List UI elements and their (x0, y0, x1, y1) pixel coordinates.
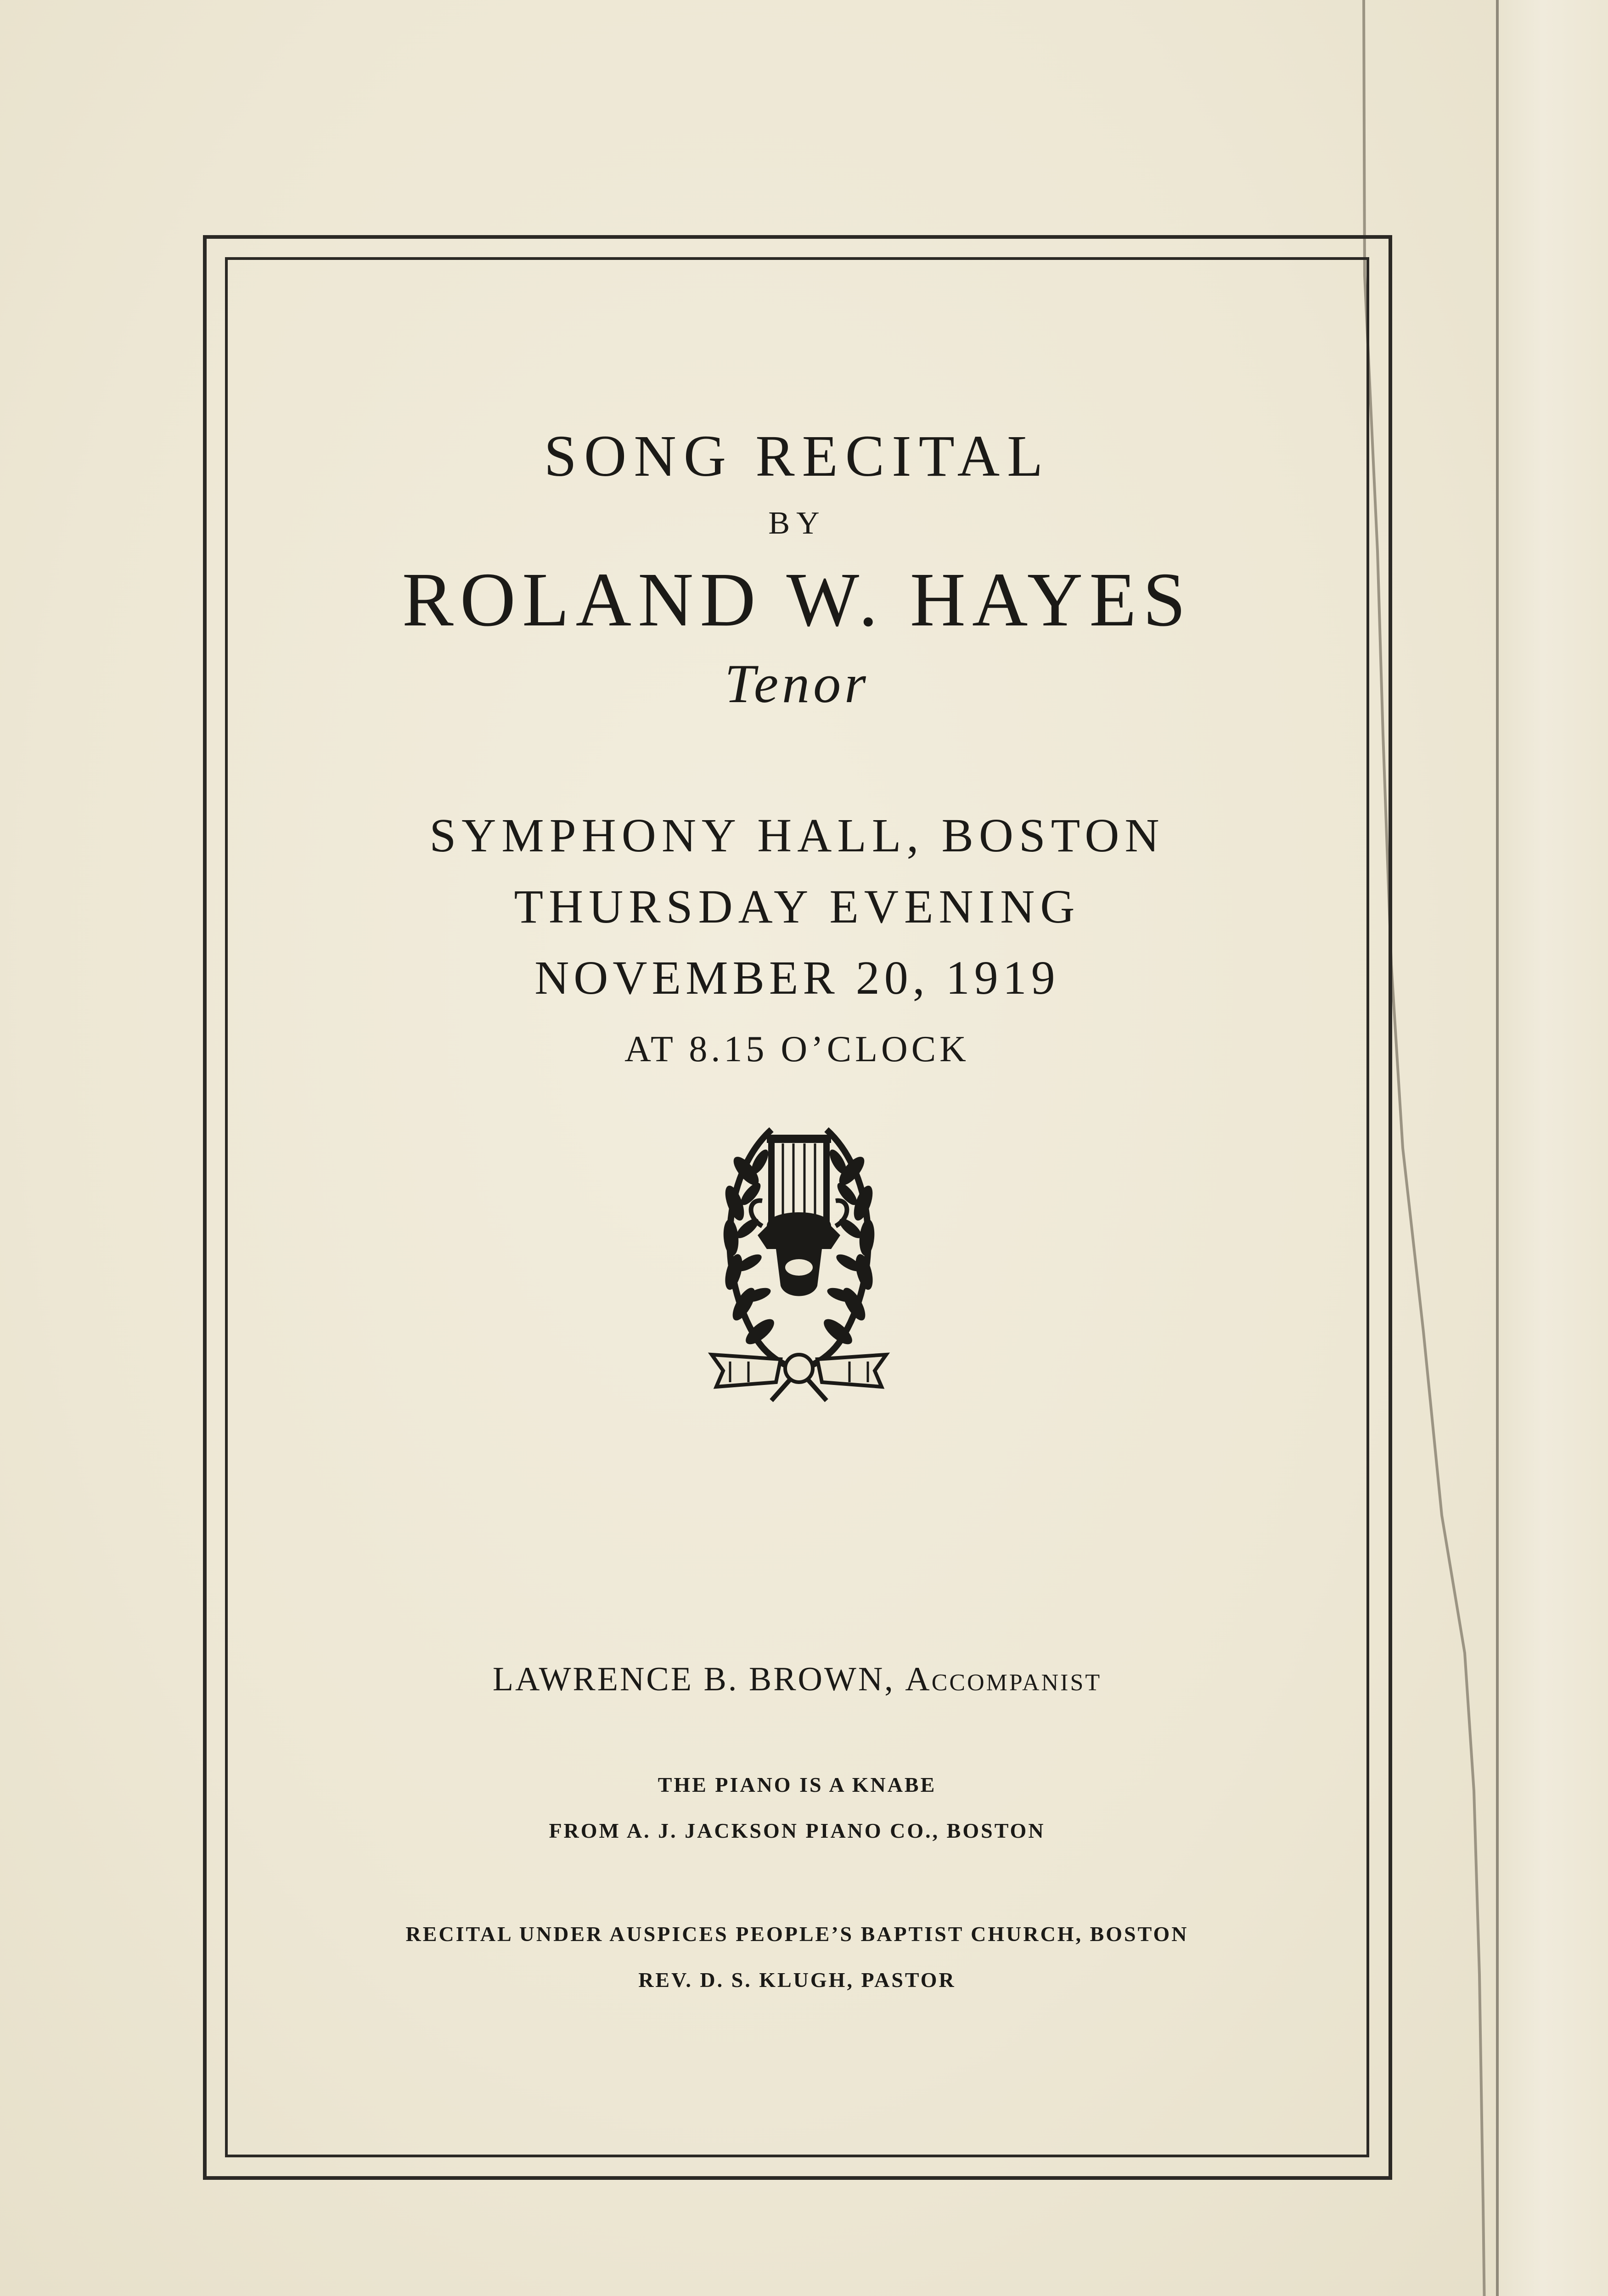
voice-type: Tenor (725, 653, 870, 714)
auspices-line-2: REV. D. S. KLUGH, PASTOR (638, 1968, 956, 1992)
accompanist-name: LAWRENCE B. BROWN, (492, 1660, 905, 1698)
next-page-edge (1496, 0, 1608, 2296)
recital-title: SONG RECITAL (544, 423, 1051, 489)
accompanist-line (225, 1660, 1369, 1699)
piano-note-line-1: THE PIANO IS A KNABE (658, 1773, 937, 1796)
time: AT 8.15 O’CLOCK (624, 1029, 970, 1069)
venue: SYMPHONY HALL, BOSTON (429, 809, 1165, 862)
day: THURSDAY EVENING (514, 880, 1080, 933)
by-line: BY (768, 506, 826, 541)
lyre-wreath-icon (703, 1111, 895, 1405)
piano-note-line-2: FROM A. J. JACKSON PIANO CO., BOSTON (549, 1819, 1046, 1842)
performer-name: ROLAND W. HAYES (402, 557, 1192, 642)
auspices-line-1: RECITAL UNDER AUSPICES PEOPLE’S BAPTIST CHURCH, BOSTON (405, 1922, 1189, 1946)
date: NOVEMBER 20, 1919 (534, 951, 1060, 1004)
accompanist-role: Accompanist (905, 1660, 1102, 1698)
